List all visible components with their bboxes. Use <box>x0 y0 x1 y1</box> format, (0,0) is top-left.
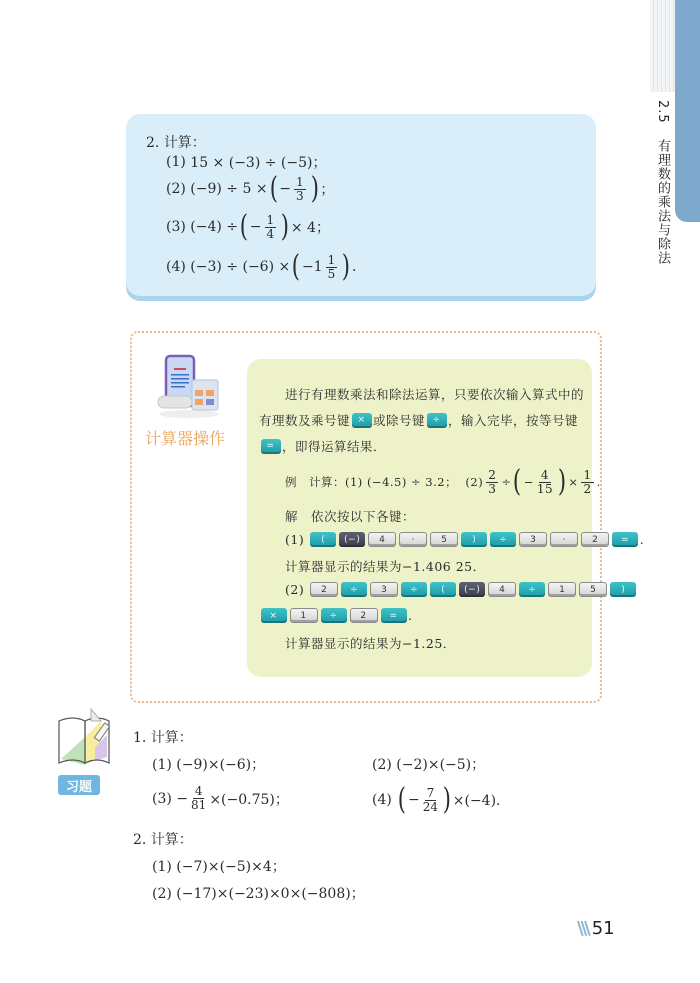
section-label <box>652 100 672 265</box>
calc-key: 2 <box>350 608 378 623</box>
key-sequence-2 <box>285 582 638 597</box>
exercise-1-title: 1. 计算： <box>133 730 193 746</box>
denominator: 3 <box>296 188 304 203</box>
intro-line-2 <box>259 411 578 429</box>
suffix: . <box>351 259 357 275</box>
intro-line-3 <box>259 437 386 455</box>
calc-key: = <box>381 608 407 623</box>
denominator: 15 <box>536 481 554 496</box>
calc-key: ÷ <box>321 608 347 623</box>
intro-text: ，输入完毕，按等号键 <box>448 413 579 428</box>
calc-key: (−) <box>339 532 365 547</box>
item-label: (4) <box>372 792 392 808</box>
calc-key: 2 <box>310 582 338 597</box>
calculator-caption: 计算器操作 <box>145 429 226 448</box>
paren-open: ( <box>398 782 407 817</box>
example-part-1: (1) (−4.5) ÷ 3.2； <box>345 475 458 489</box>
key-row <box>259 608 408 623</box>
intro-text: ，即得运算结果． <box>282 439 387 454</box>
fraction <box>326 254 338 281</box>
paren-close: ) <box>442 782 451 817</box>
practice-item-1 <box>166 152 327 172</box>
suffix: ； <box>320 182 335 198</box>
sign: − <box>176 790 189 807</box>
calculator-panel <box>247 359 645 677</box>
sign: − <box>279 181 292 197</box>
result-2: 计算器显示的结果为−1.25． <box>285 636 456 651</box>
exercise-1-item-3 <box>152 785 289 812</box>
calc-key: 5 <box>579 582 607 597</box>
section-number: 2.5 <box>655 100 670 124</box>
denominator: 5 <box>327 266 336 281</box>
fraction <box>294 176 306 203</box>
paren-open: ( <box>513 464 522 499</box>
sequence-label: (1) <box>285 532 305 547</box>
numerator: 1 <box>583 467 592 482</box>
key-sequence-2-cont <box>259 608 412 623</box>
paren-close: ) <box>310 171 319 206</box>
fraction <box>581 469 593 496</box>
paren-open: ( <box>269 171 278 206</box>
paren-close: ) <box>557 464 567 499</box>
paren-open: ( <box>239 209 249 244</box>
item-expr: 15 × (−3) ÷ (−5)； <box>190 155 327 171</box>
item-label: (3) <box>152 790 172 807</box>
exercise-2-item-2: (2) (−17)×(−23)×0×(−808)； <box>152 886 365 902</box>
intro-text: 或除号键 <box>373 413 426 428</box>
key-sequence-1 <box>285 532 644 547</box>
calc-key: ( <box>310 532 336 547</box>
practice-card <box>126 114 596 296</box>
calc-key: 1 <box>548 582 576 597</box>
example-line <box>285 464 601 499</box>
calc-key: · <box>550 532 578 547</box>
key-row <box>309 582 638 597</box>
example-label: 例 计算： <box>285 475 345 489</box>
item-label: (2) <box>166 181 186 197</box>
practice-title: 2. 计算： <box>146 135 206 151</box>
result-1: 计算器显示的结果为−1.406 25． <box>285 559 486 574</box>
exercise-1-item-2: (2) (−2)×(−5)； <box>372 757 486 773</box>
numerator: 1 <box>296 174 304 189</box>
item-expr: (−3) ÷ (−6) × <box>190 259 291 275</box>
example-part-2-label: (2) <box>465 475 484 489</box>
sign: − <box>249 219 262 235</box>
fraction <box>423 787 438 814</box>
sequence-label: (2) <box>285 582 305 597</box>
calc-key: 1 <box>290 608 318 623</box>
exercise-2-title: 2. 计算： <box>133 832 193 848</box>
item-expr: (−4) ÷ <box>190 219 239 235</box>
calc-key: ÷ <box>341 582 367 597</box>
calc-key: ÷ <box>519 582 545 597</box>
sign: − <box>523 475 534 489</box>
chapter-tab <box>675 0 700 222</box>
suffix: × 4； <box>290 220 330 236</box>
intro-text: 有理数及乘号键 <box>259 413 351 428</box>
side-stripes-decoration <box>650 0 676 92</box>
key-row <box>309 532 640 547</box>
calc-key: 4 <box>368 532 396 547</box>
operator: ÷ <box>501 475 512 489</box>
item-label: (3) <box>166 219 186 235</box>
paren-close: ) <box>341 249 351 284</box>
sign: − <box>408 792 420 808</box>
calc-key: ÷ <box>490 532 516 547</box>
practice-item-2 <box>166 171 335 206</box>
item-label: (4) <box>166 259 186 275</box>
calc-key: ÷ <box>401 582 427 597</box>
slashes-decoration: \\\ <box>577 918 588 939</box>
calc-key: · <box>399 532 427 547</box>
calc-key: ) <box>461 532 487 547</box>
numerator: 4 <box>540 467 550 482</box>
suffix: ×(−4)． <box>452 793 511 809</box>
solution-label: 解 依次按以下各键： <box>285 509 416 524</box>
intro-line-1: 进行有理数乘法和除法运算，只要依次输入算式中的 <box>285 387 585 402</box>
calc-key: 2 <box>581 532 609 547</box>
multiply-key: × <box>352 413 372 428</box>
item-expr: (−9) ÷ 5 × <box>190 181 268 197</box>
book-pencil-icon <box>55 707 115 767</box>
operator: × <box>568 475 579 489</box>
calc-key: ( <box>430 582 456 597</box>
numerator: 7 <box>426 785 435 800</box>
section-title: 有理数的乘法与除法 <box>655 138 670 265</box>
period: . <box>639 532 645 547</box>
fraction <box>486 469 498 496</box>
denominator: 2 <box>583 481 592 496</box>
calc-key: × <box>261 608 287 623</box>
calc-key: 3 <box>519 532 547 547</box>
whole-part: −1 <box>301 259 323 275</box>
paren-close: ) <box>280 209 290 244</box>
paren-open: ( <box>291 249 301 284</box>
calc-key: (−) <box>459 582 485 597</box>
numerator: 1 <box>266 212 275 227</box>
exercises-badge: 习题 <box>58 775 100 795</box>
calc-key: 5 <box>430 532 458 547</box>
item-label: (1) <box>166 154 186 170</box>
calculator-phone-icon <box>154 354 224 419</box>
numerator: 2 <box>488 467 497 482</box>
page-footer <box>577 918 615 939</box>
practice-item-3 <box>166 209 330 244</box>
fraction <box>537 469 553 496</box>
page-number: 51 <box>591 918 615 939</box>
calc-key: ) <box>610 582 636 597</box>
denominator: 24 <box>422 799 439 814</box>
denominator: 4 <box>266 226 275 241</box>
exercise-1-item-4 <box>372 782 511 817</box>
fraction <box>191 785 206 812</box>
denominator: 3 <box>488 481 497 496</box>
equals-key: = <box>261 439 281 454</box>
exercise-1-item-1: (1) (−9)×(−6)； <box>152 757 266 773</box>
calc-key: 3 <box>370 582 398 597</box>
numerator: 4 <box>194 784 203 798</box>
suffix: ×(−0.75)； <box>209 791 289 808</box>
period: . <box>596 475 601 489</box>
divide-key: ÷ <box>427 413 447 428</box>
period: . <box>408 608 413 623</box>
calc-key: = <box>612 532 638 547</box>
calc-key: 4 <box>488 582 516 597</box>
practice-item-4 <box>166 249 357 284</box>
numerator: 1 <box>327 252 336 267</box>
denominator: 81 <box>191 798 207 812</box>
fraction <box>265 214 277 241</box>
exercise-2-item-1: (1) (−7)×(−5)×4； <box>152 859 286 875</box>
